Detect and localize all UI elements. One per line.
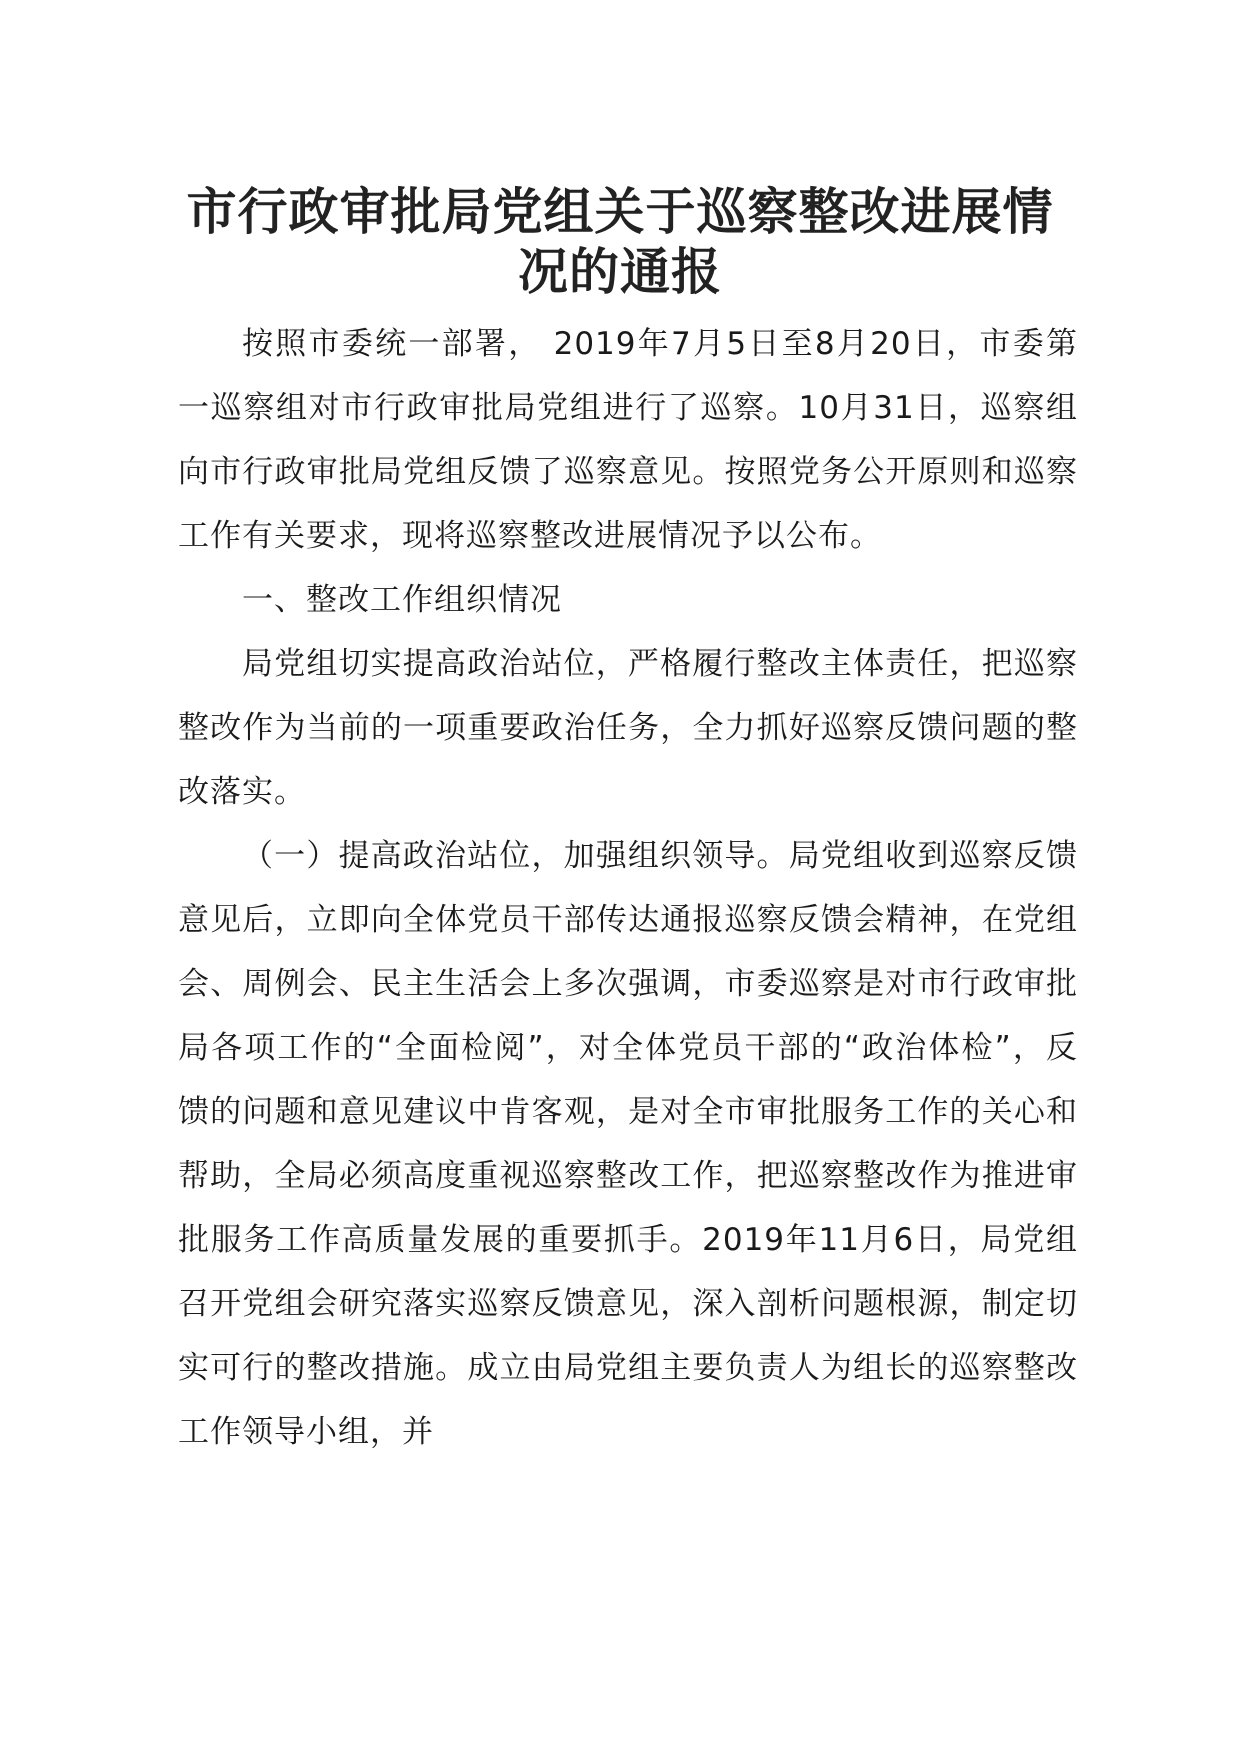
document-body [178,312,1078,1464]
paragraph-intro: 按照市委统一部署， 2019年7月5日至8月20日，市委第一巡察组对市行政审批局党组进行了巡察。10月31日，巡察组向市行政审批局党组反馈了巡察意见。按照党务公开原则和巡察工作有关要求，现将巡察整改进展情况予以公布。 [178,326,1078,554]
paragraph-section-1: 局党组切实提高政治站位，严格履行整改主体责任，把巡察整改作为当前的一项重要政治任务，全力抓好巡察反馈问题的整改落实。 [178,646,1078,810]
paragraph-subsection-1: （一）提高政治站位，加强组织领导。局党组收到巡察反馈意见后，立即向全体党员干部传达通报巡察反馈会精神，在党组会、周例会、民主生活会上多次强调，市委巡察是对市行政审批局各项工作的“全面检阅”，对全体党员干部的“政治体检”，反馈的问题和意见建议中肯客观，是对全市审批服务工作的关心和帮助，全局必须高度重视巡察整改工作，把巡察整改作为推进审批服务工作高质量发展的重要抓手。2019年11月6日，局党组召开党组会研究落实巡察反馈意见，深入剖析问题根源，制定切实可行的整改措施。成立由局党组主要负责人为组长的巡察整改工作领导小组，并 [178,838,1078,1450]
document-title: 市行政审批局党组关于巡察整改进展情况的通报 [186,182,1054,301]
section-heading-1: 一、整改工作组织情况 [242,582,562,618]
